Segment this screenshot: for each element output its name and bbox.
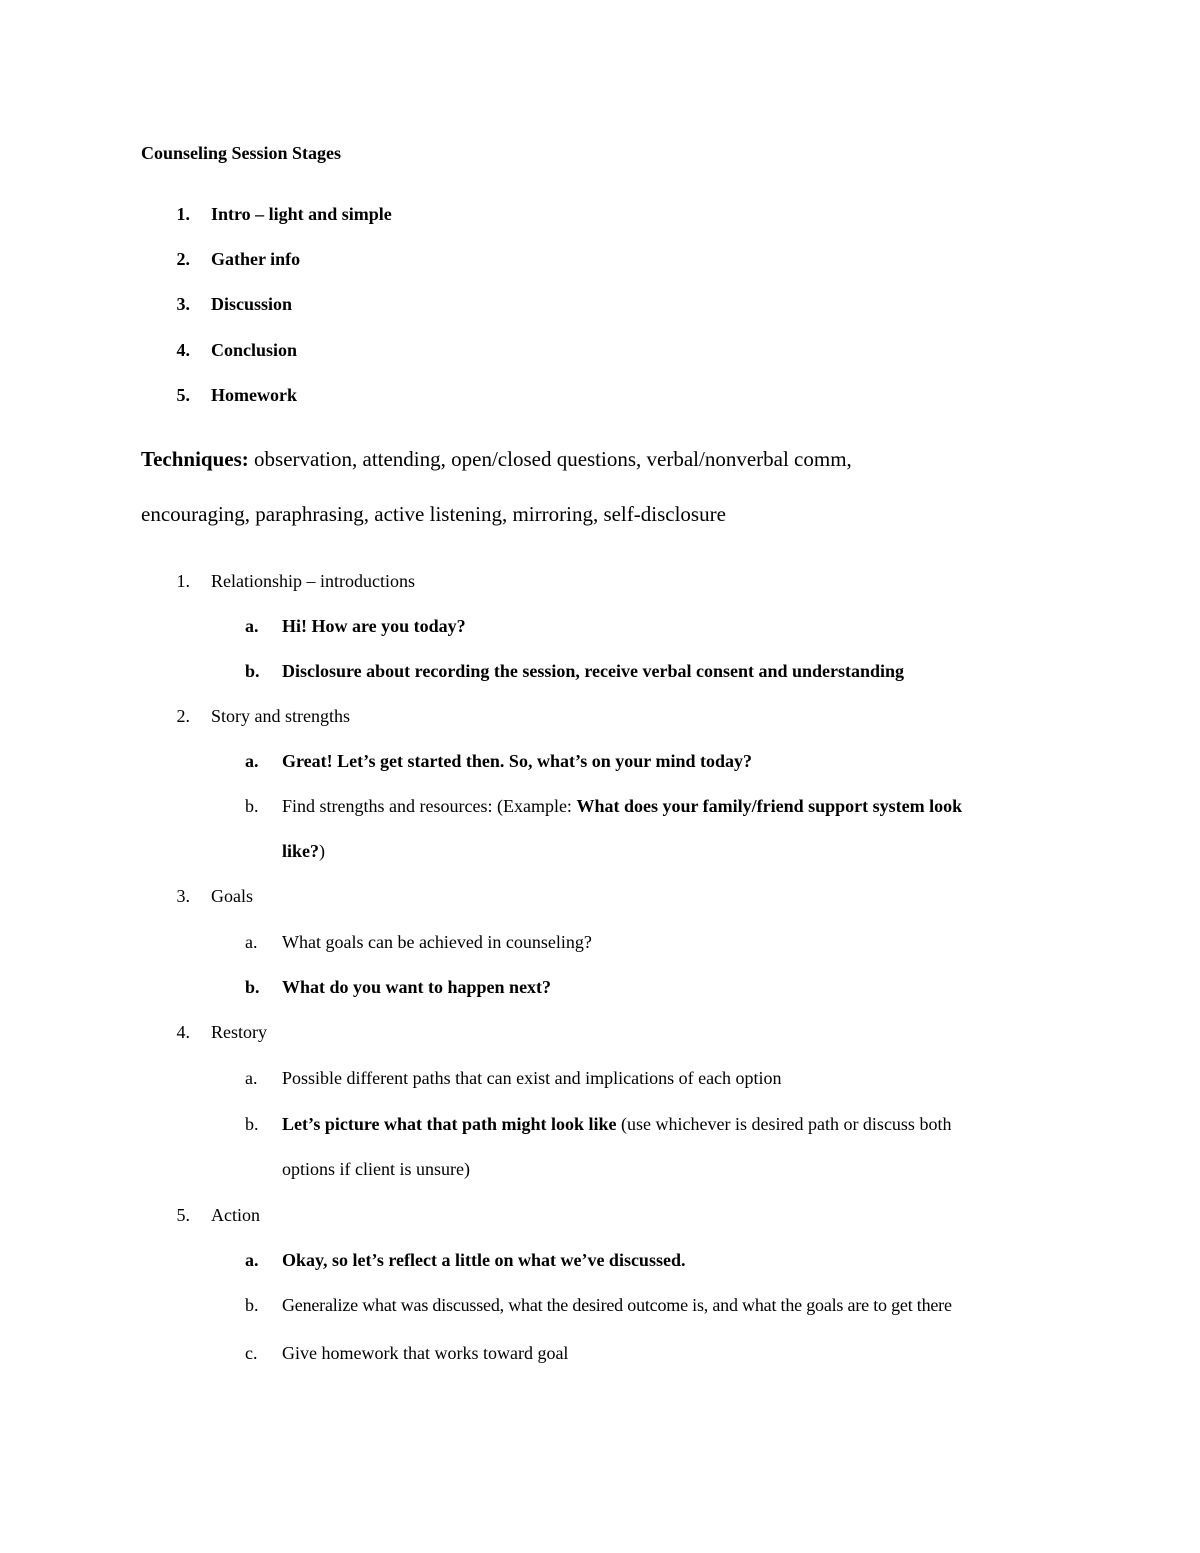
outline-number: 3. bbox=[176, 886, 190, 906]
outline-item: Disclosure about recording the session, receive verbal consent and understanding bbox=[282, 661, 905, 681]
stage-text: Homework bbox=[211, 385, 297, 405]
outline-letter: b. bbox=[245, 661, 260, 681]
outline-title: Action bbox=[211, 1205, 260, 1225]
outline-letter: b. bbox=[245, 796, 259, 816]
outline-item: Okay, so let’s reflect a little on what we’ve discussed. bbox=[282, 1250, 686, 1270]
outline-item: Great! Let’s get started then. So, what’s on your mind today? bbox=[282, 751, 752, 771]
outline-letter: b. bbox=[245, 1295, 259, 1315]
stage-text: Intro – light and simple bbox=[211, 204, 392, 224]
techniques-line-1 bbox=[141, 449, 852, 470]
outline-number: 2. bbox=[176, 706, 190, 726]
outline-item-suffix: ) bbox=[319, 841, 326, 861]
outline-item-continued bbox=[282, 842, 325, 860]
stage-number: 5. bbox=[176, 385, 190, 405]
outline-item bbox=[282, 1115, 951, 1133]
outline-number: 1. bbox=[176, 571, 190, 591]
outline-letter: b. bbox=[245, 977, 260, 997]
outline-letter: a. bbox=[245, 751, 259, 771]
outline-item: Generalize what was discussed, what the desired outcome is, and what the goals are to get there bbox=[282, 1295, 952, 1315]
outline-letter: a. bbox=[245, 616, 259, 636]
outline-letter: a. bbox=[245, 1250, 259, 1270]
outline-number: 5. bbox=[176, 1205, 190, 1225]
outline-item-bold: What does your family/friend support system look bbox=[576, 796, 963, 816]
outline-title: Relationship – introductions bbox=[211, 571, 415, 591]
outline-item: What do you want to happen next? bbox=[282, 977, 552, 997]
outline-item: Give homework that works toward goal bbox=[282, 1343, 569, 1363]
outline-item: What goals can be achieved in counseling? bbox=[282, 932, 592, 952]
outline-letter: a. bbox=[245, 1068, 258, 1088]
techniques-text: observation, attending, open/closed questions, verbal/nonverbal comm, bbox=[248, 447, 852, 471]
outline-letter: c. bbox=[245, 1343, 258, 1363]
stage-number: 2. bbox=[176, 249, 190, 269]
outline-item-continued: options if client is unsure) bbox=[282, 1159, 470, 1179]
outline-title: Restory bbox=[211, 1022, 267, 1042]
stage-text: Gather info bbox=[211, 249, 301, 269]
stage-number: 4. bbox=[176, 340, 190, 360]
outline-item-prefix: Find strengths and resources: (Example: bbox=[282, 796, 577, 816]
outline-title: Story and strengths bbox=[211, 706, 350, 726]
outline-item-rest: (use whichever is desired path or discuss both bbox=[616, 1114, 952, 1134]
outline-letter: b. bbox=[245, 1114, 259, 1134]
techniques-line-2: encouraging, paraphrasing, active listening, mirroring, self-disclosure bbox=[141, 502, 726, 526]
stage-number: 3. bbox=[176, 294, 190, 314]
outline-item bbox=[282, 797, 962, 815]
stage-number: 1. bbox=[176, 204, 190, 224]
outline-letter: a. bbox=[245, 932, 258, 952]
outline-number: 4. bbox=[176, 1022, 190, 1042]
outline-item-bold: Let’s picture what that path might look like bbox=[282, 1114, 617, 1134]
outline-title: Goals bbox=[211, 886, 253, 906]
outline-item-bold: like? bbox=[282, 841, 320, 861]
techniques-label: Techniques: bbox=[141, 447, 249, 471]
stage-text: Conclusion bbox=[211, 340, 298, 360]
document-title: Counseling Session Stages bbox=[141, 143, 342, 163]
stage-text: Discussion bbox=[211, 294, 293, 314]
outline-item: Hi! How are you today? bbox=[282, 616, 466, 636]
outline-item: Possible different paths that can exist and implications of each option bbox=[282, 1068, 782, 1088]
